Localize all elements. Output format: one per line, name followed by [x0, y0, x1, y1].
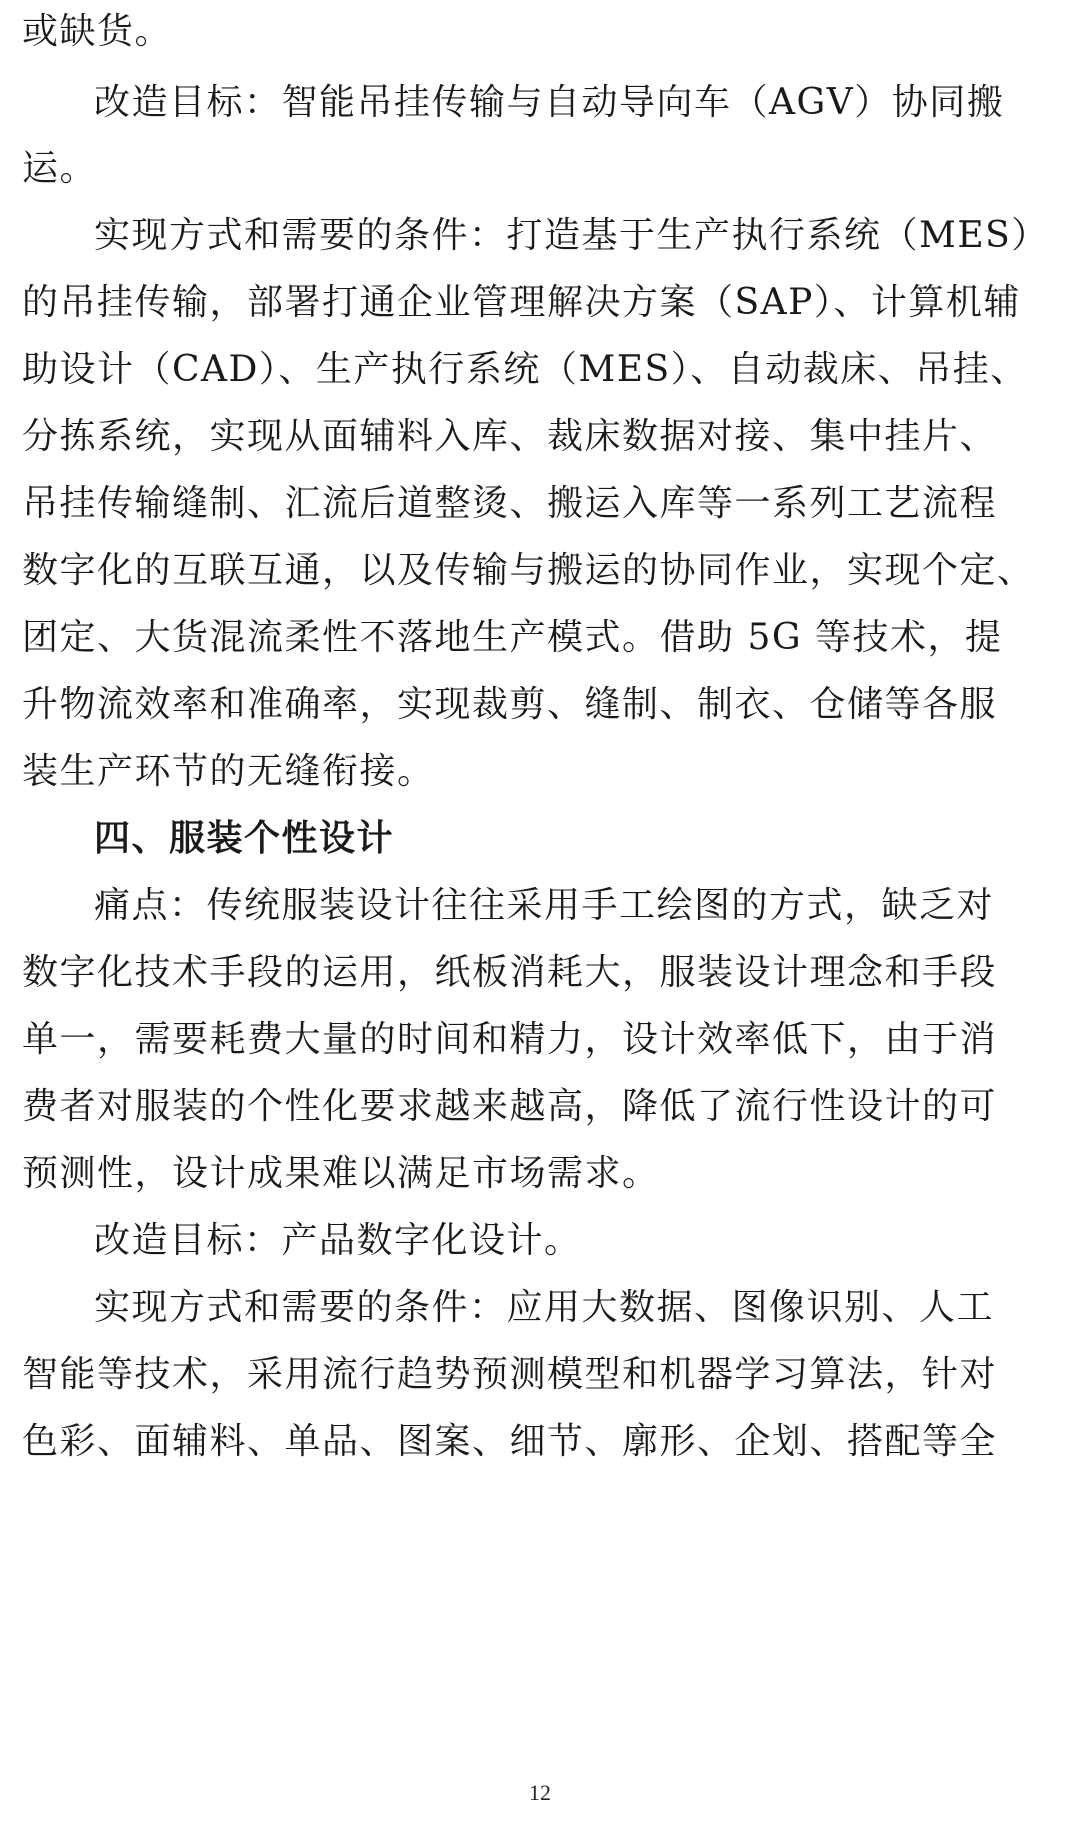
text-line: 单一，需要耗费大量的时间和精力，设计效率低下，由于消 — [22, 1019, 998, 1060]
text-line: 费者对服装的个性化要求越来越高，降低了流行性设计的可 — [22, 1086, 998, 1127]
text-line: 痛点：传统服装设计往往采用手工绘图的方式，缺乏对 — [94, 885, 995, 926]
text-line: 助设计（CAD）、生产执行系统（MES）、自动裁床、吊挂、 — [22, 349, 1028, 390]
text-line: 的吊挂传输，部署打通企业管理解决方案（SAP）、计算机辅 — [22, 282, 1021, 323]
text-line: 实现方式和需要的条件：应用大数据、图像识别、人工 — [94, 1287, 995, 1328]
text-line: 升物流效率和准确率，实现裁剪、缝制、制衣、仓储等各服 — [22, 684, 998, 725]
text-line: 实现方式和需要的条件：打造基于生产执行系统（MES） — [94, 215, 1049, 256]
text-line: 预测性，设计成果难以满足市场需求。 — [22, 1153, 660, 1194]
page-number: 12 — [529, 1780, 551, 1805]
section-heading: 四、服装个性设计 — [94, 818, 395, 859]
text-line: 数字化的互联互通，以及传输与搬运的协同作业，实现个定、 — [22, 550, 1035, 591]
text-line: 改造目标：智能吊挂传输与自动导向车（AGV）协同搬 — [94, 82, 1005, 123]
text-line: 吊挂传输缝制、汇流后道整烫、搬运入库等一系列工艺流程 — [22, 483, 998, 524]
text-line: 改造目标：产品数字化设计。 — [94, 1220, 582, 1261]
text-line: 分拣系统，实现从面辅料入库、裁床数据对接、集中挂片、 — [22, 416, 998, 457]
text-line: 色彩、面辅料、单品、图案、细节、廓形、企划、搭配等全 — [22, 1421, 998, 1462]
text-line: 数字化技术手段的运用，纸板消耗大，服装设计理念和手段 — [22, 952, 998, 993]
text-line: 或缺货。 — [22, 11, 173, 52]
text-line: 运。 — [22, 148, 98, 189]
text-line: 装生产环节的无缝衔接。 — [22, 751, 435, 792]
text-line: 智能等技术，采用流行趋势预测模型和机器学习算法，针对 — [22, 1354, 998, 1395]
text-line: 团定、大货混流柔性不落地生产模式。借助 5G 等技术，提 — [22, 617, 1003, 658]
